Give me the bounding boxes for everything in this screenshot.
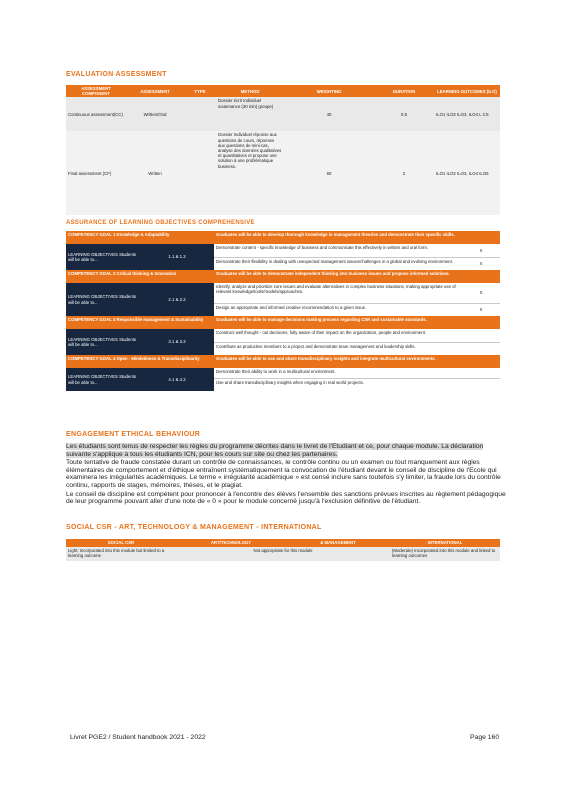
header-weighting: WEIGHTING bbox=[316, 88, 342, 94]
header-method: METHOD bbox=[240, 88, 260, 94]
header-art-technology: ART/TECHNOLOGY bbox=[210, 540, 252, 545]
aol-title: ASSURANCE OF LEARNING OBJECTIVES COMPREHENSIVE bbox=[66, 220, 255, 226]
assessment-cell: Written/Oral bbox=[143, 111, 167, 117]
method-cell: Dossier Individuel réponse aux questions de cours, réponses aux questions de mini-cas, analyse des données qualitatives et quantitatives et propose une solution à une problématique business. bbox=[218, 132, 282, 169]
objective-mark bbox=[462, 329, 500, 342]
competency-row bbox=[66, 231, 500, 244]
competency-row bbox=[66, 316, 500, 329]
objective-text: Demonstrate their flexibility in dealing with unexpected management issues/challenges in a global and evolving environment. bbox=[216, 258, 453, 264]
type-cell bbox=[184, 131, 216, 215]
evaluation-header-row bbox=[66, 85, 500, 97]
evaluation-title: EVALUATION ASSESSMENT bbox=[66, 71, 167, 78]
competency-label: COMPETENCY GOAL 1 Knowledge & Adaptability bbox=[68, 232, 170, 237]
objective-mark bbox=[462, 368, 500, 378]
objectives-label: LEARNING OBJECTIVES Students will be able to... bbox=[66, 368, 140, 391]
competency-row bbox=[66, 355, 500, 368]
objective-text: Design an appropriate and informed creative recommendation to a given issue. bbox=[216, 304, 367, 310]
header-management: & MANAGEMENT bbox=[320, 540, 356, 545]
component-cell: Final assessment (CF) bbox=[68, 170, 112, 176]
soc-cell-international: (Moderate) Incorporated into this module and linked to learning outcomes bbox=[392, 548, 496, 559]
header-assessment: ASSESSMENT bbox=[140, 88, 170, 94]
table-row bbox=[66, 97, 500, 131]
engagement-paragraph-1: Les étudiants sont tenus de respecter les règles du programme décrites dans le livret de l'Etudiant et ce, pour chaque module. La déclaration suivante s'applique à tous les étudiants ICN, pour les cours sur site ou chez les partenaires. bbox=[66, 443, 484, 458]
objective-mark: X bbox=[462, 244, 500, 257]
header-component: ASSESSMENT COMPONENT bbox=[81, 86, 111, 97]
duration-cell: 2 bbox=[402, 170, 406, 176]
component-cell: Continuous assessment(CC) bbox=[68, 111, 123, 117]
objective-numbers: 3.1 & 3.2 bbox=[140, 329, 214, 355]
weighting-cell: 60 bbox=[326, 170, 332, 176]
objective-mark: X bbox=[479, 261, 483, 267]
objective-text: Demonstrate content - specific knowledge of business and communicate this effectively in written and oral form. bbox=[214, 244, 462, 257]
competency-label: COMPETENCY GOAL 2 Critical thinking & Innovation bbox=[68, 271, 177, 276]
table-row bbox=[66, 131, 500, 215]
engagement-text bbox=[66, 443, 506, 507]
soc-cell-art-management: Not appropriate for this module bbox=[253, 548, 313, 553]
header-outcomes: LEARNING OUTCOMES (ILO) bbox=[437, 88, 497, 94]
competency-label: COMPETENCY GOAL 4 Open - Mindedness & Transdisciplinarity bbox=[68, 356, 200, 361]
objective-row bbox=[66, 244, 500, 257]
objective-row bbox=[66, 283, 500, 303]
duration-cell: 0.5 bbox=[401, 111, 407, 117]
objective-numbers: 4.1 & 4.2 bbox=[140, 368, 214, 391]
objective-mark bbox=[462, 378, 500, 391]
objective-mark bbox=[462, 342, 500, 355]
evaluation-table bbox=[66, 85, 500, 215]
footer-page-number: Page 160 bbox=[470, 734, 500, 741]
competency-goal: Graduates will be able to demonstrate independent thinking into business issues and propose informed solutions. bbox=[216, 271, 450, 276]
objective-mark: X bbox=[462, 283, 500, 303]
objectives-label: LEARNING OBJECTIVES Students will be able to... bbox=[66, 244, 140, 270]
outcomes-cell: ILO1 ILO2 ILO3, ILO4 ILO5 bbox=[436, 170, 489, 176]
objective-text: Construct well thought - out decisions, fully aware of their impact on the organization, people and environment. bbox=[214, 329, 462, 342]
method-cell: Dossier écrit Individuel soutenance (30 min) groupe) bbox=[218, 98, 274, 109]
competency-label: COMPETENCY GOAL 3 Responsible management & Sustainability bbox=[68, 317, 204, 322]
header-international: INTERNATIONAL bbox=[427, 540, 463, 545]
objective-numbers: 2.1 & 2.2 bbox=[140, 283, 214, 316]
footer-handbook: Livret PGE2 / Student handbook 2021 - 2022 bbox=[70, 734, 206, 741]
objective-text: Identify, analyze and prioritize core issues and evaluate alternatives in complex business situations, making appropriate use of relevant knowledge/tools/models/approaches. bbox=[214, 283, 462, 303]
table-row bbox=[66, 547, 500, 561]
objective-text: Contribute as productive members to a project and demonstrate team management and leadership skills. bbox=[216, 343, 416, 349]
competency-row bbox=[66, 270, 500, 283]
soc-cell-social: Light: Incorporated into this module but limited to a learning outcome bbox=[68, 548, 165, 559]
engagement-paragraph-3: Le conseil de discipline est compétent pour prononcer à l'encontre des élèves l'ensemble des sanctions prévues inscrites au règlement pédagogique de leur programme pouvant aller d'une note de « 0 » pour le module concerné jusqu'à l'exclusion définitive de l'étudiant. bbox=[66, 490, 506, 506]
weighting-cell: 40 bbox=[326, 111, 332, 117]
competency-goal: Graduates will be able to use and share transdisciplinary insights and integrate multicultural environments. bbox=[216, 356, 436, 361]
soc-title: SOCIAL CSR - ART, TECHNOLOGY & MANAGEMENT - INTERNATIONAL bbox=[66, 524, 322, 531]
header-social-csr: SOCIAL CSR bbox=[107, 540, 135, 545]
objectives-label: LEARNING OBJECTIVES Students will be able to... bbox=[66, 283, 140, 316]
aol-table bbox=[66, 231, 500, 391]
objective-text: Demonstrate their ability to work in a multicultural environment. bbox=[214, 368, 462, 378]
objective-row bbox=[66, 329, 500, 342]
competency-goal: Graduates will be able to develop thorough knowledge in management theories and demonstrate their specific skills. bbox=[216, 232, 455, 237]
assessment-cell: Written bbox=[148, 170, 162, 176]
objective-numbers: 1.1 & 1.2 bbox=[140, 244, 214, 270]
soc-table bbox=[66, 539, 500, 561]
objective-mark: X bbox=[479, 307, 483, 313]
engagement-paragraph-2: Toute tentative de fraude constatée durant un contrôle de connaissances, le contrôle continu ou un examen ou tout manquement aux règles élémentaires de comportement et d'éthique entraînent systématiquement la convocation de l'étudiant devant le conseil de discipline de l'Ecole qui examinera les irrégularités académiques. Le terme « irrégularité académique » est censé inclure sans toutefois s'y limiter, la fraude lors du contrôle continu, rapports de stages, mémoires, thèses, et le plagiat. bbox=[66, 459, 501, 489]
engagement-title: ENGAGEMENT ETHICAL BEHAVIOUR bbox=[66, 431, 201, 438]
competency-goal: Graduates will be able to manage decisions making process regarding CSR and sustainable standards. bbox=[216, 317, 427, 322]
objective-row bbox=[66, 368, 500, 378]
objective-text: Use and share transdisciplinary insights when engaging in real world projects. bbox=[216, 379, 364, 385]
header-type: TYPE bbox=[194, 88, 206, 94]
soc-header-row bbox=[66, 539, 500, 547]
type-cell bbox=[184, 97, 216, 131]
outcomes-cell: ILO1 ILO2 ILO3, ILO4 L CS bbox=[436, 111, 489, 117]
header-duration: DURATION bbox=[392, 88, 416, 94]
objectives-label: LEARNING OBJECTIVES Students will be able to... bbox=[66, 329, 140, 355]
